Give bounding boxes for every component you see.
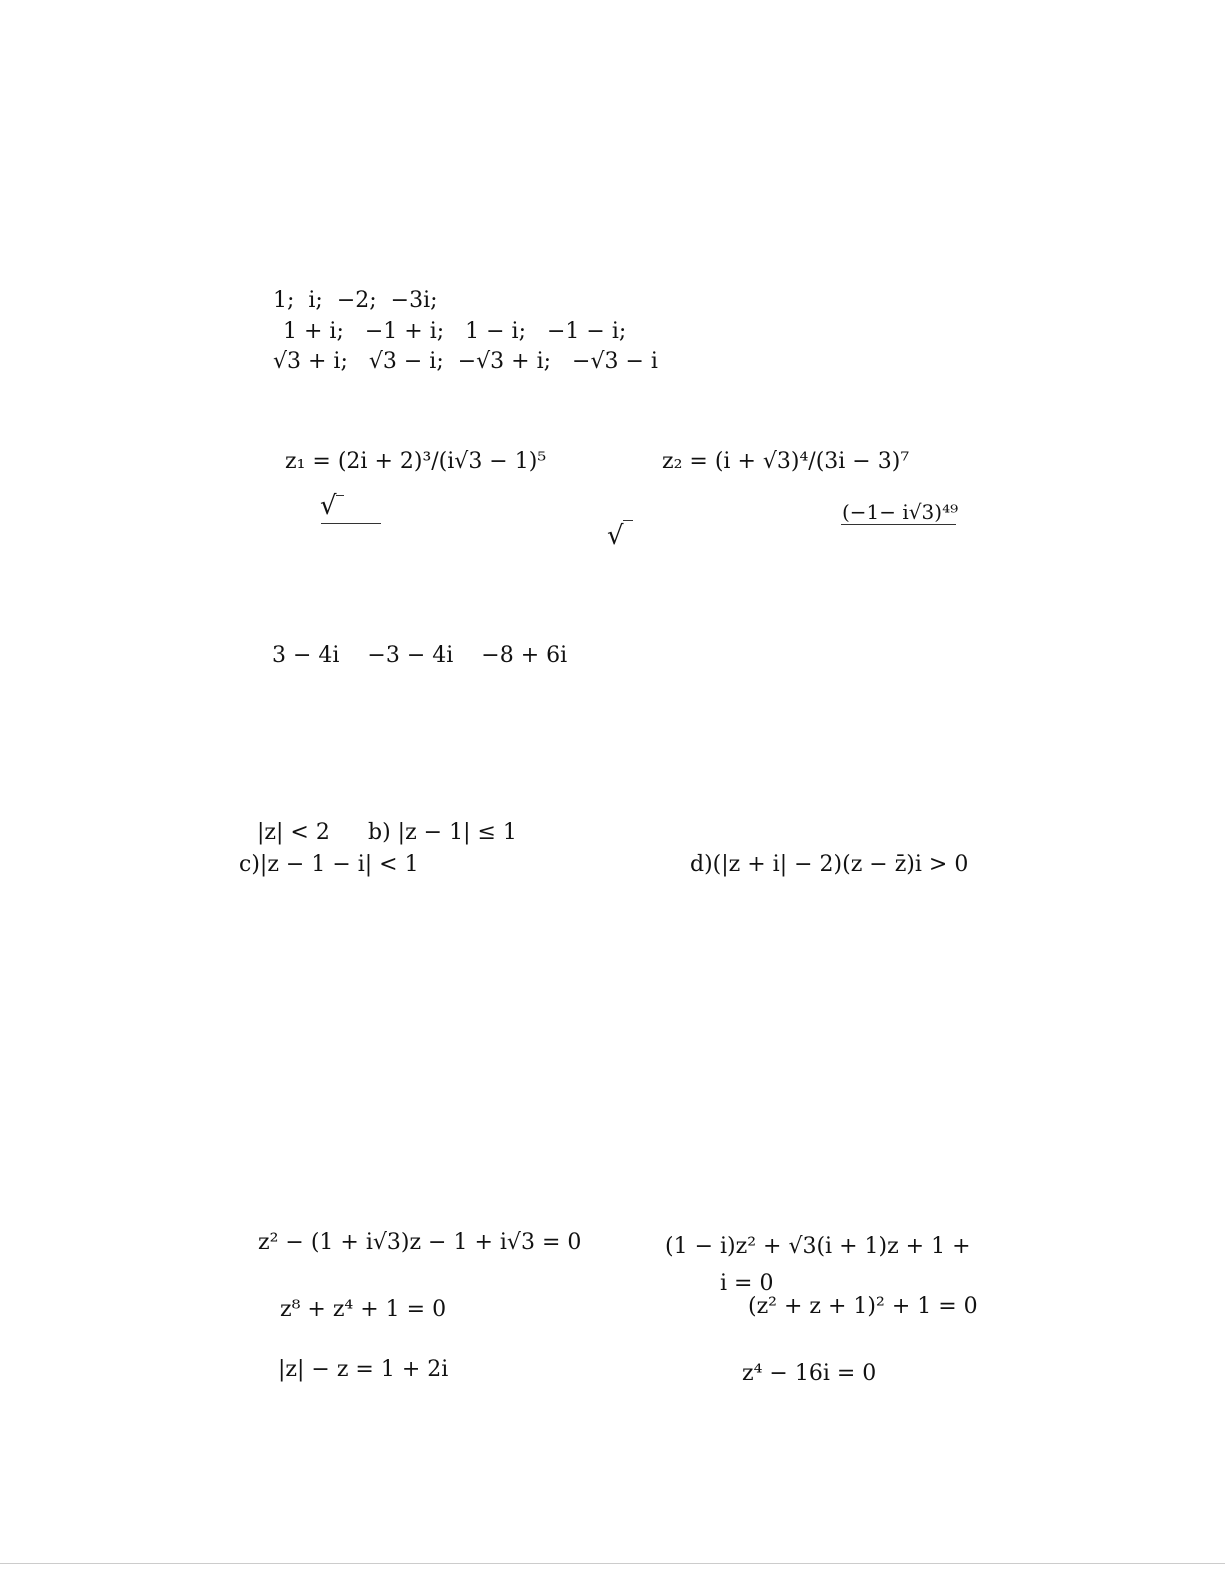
ex5-eq6: z⁴ − 16i = 0 bbox=[742, 1361, 877, 1386]
ex1-row2: 1 + i; −1 + i; 1 − i; −1 − i; bbox=[283, 319, 627, 344]
ex1-row1: 1; i; −2; −3i; bbox=[273, 288, 438, 313]
ex4-b: b) |z − 1| ≤ 1 bbox=[368, 820, 517, 845]
ex2-z1: z₁ = (2i + 2)³/(i√3 − 1)⁵ bbox=[285, 449, 547, 474]
ex5-eq5: |z| − z = 1 + 2i bbox=[278, 1357, 449, 1382]
ex4-c: c)|z − 1 − i| < 1 bbox=[239, 852, 419, 877]
fraction-rule-1 bbox=[321, 523, 381, 524]
ex4-a: |z| < 2 bbox=[257, 820, 330, 845]
page-bottom-border bbox=[0, 1563, 1225, 1564]
ex2-z2: z₂ = (i + √3)⁴/(3i − 3)⁷ bbox=[662, 449, 910, 474]
ex3-values: 3 − 4i −3 − 4i −8 + 6i bbox=[272, 643, 568, 668]
ex5-eq4: (z² + z + 1)² + 1 = 0 bbox=[748, 1294, 978, 1319]
ex5-eq2-line1: (1 − i)z² + √3(i + 1)z + 1 + bbox=[665, 1234, 971, 1259]
fraction-rule-2 bbox=[841, 524, 956, 525]
ex5-eq1: z² − (1 + i√3)z − 1 + i√3 = 0 bbox=[258, 1230, 582, 1255]
ex1-row3: √3 + i; √3 − i; −√3 + i; −√3 − i bbox=[273, 349, 658, 374]
sqrt-fragment-2: √ bbox=[607, 521, 624, 551]
ex2-fraction-numerator: (−1− i√3)⁴⁹ bbox=[842, 500, 959, 524]
ex4-d: d)(|z + i| − 2)(z − z̄)i > 0 bbox=[690, 852, 969, 877]
sqrt-fragment-1: √ bbox=[320, 491, 337, 521]
sqrt-bar-1 bbox=[336, 495, 344, 496]
sqrt-bar-2 bbox=[623, 520, 633, 521]
ex5-eq3: z⁸ + z⁴ + 1 = 0 bbox=[280, 1297, 447, 1322]
ex5-eq2-line2: i = 0 bbox=[720, 1271, 774, 1296]
